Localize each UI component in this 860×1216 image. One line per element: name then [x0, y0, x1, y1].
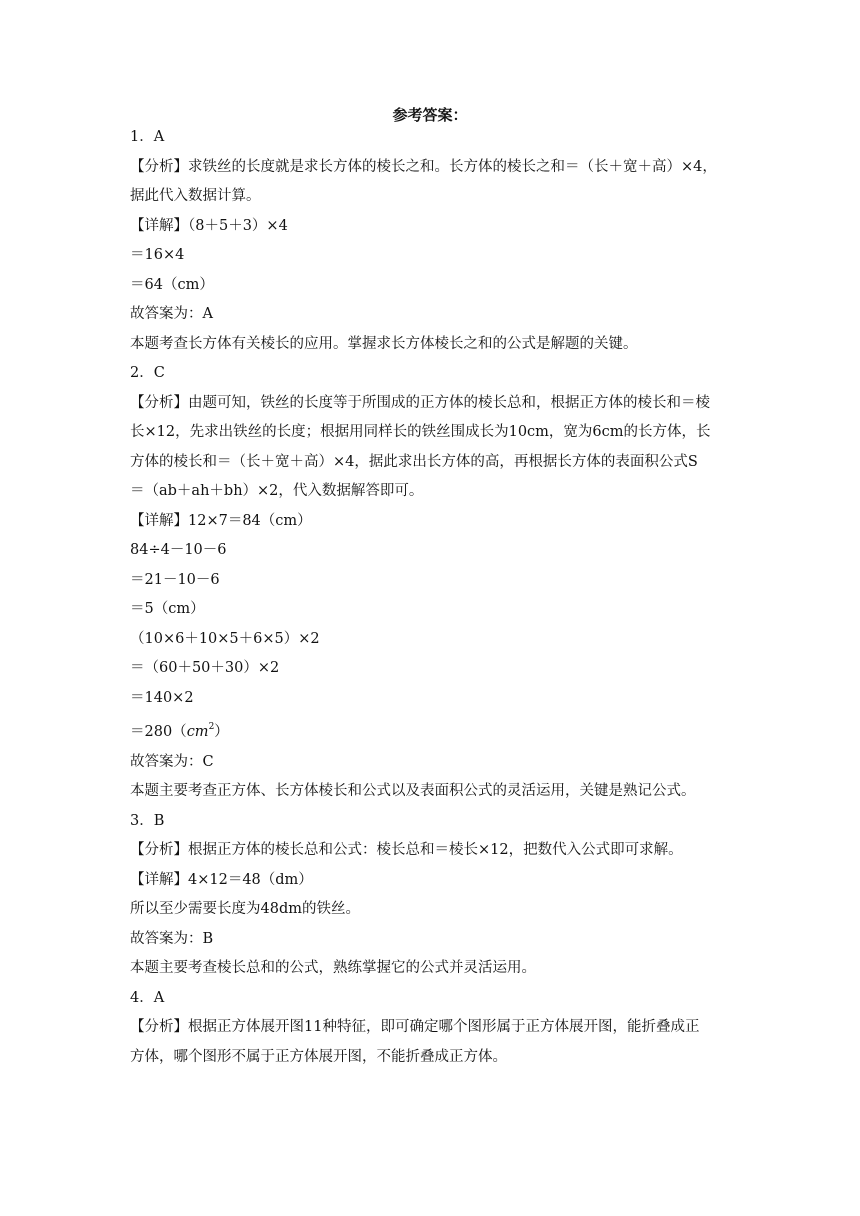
answer-1-detail-line-2: ＝16×4	[130, 247, 185, 263]
answer-3-heading: 3．B	[130, 812, 165, 829]
answer-3-analysis: 【分析】根据正方体的棱长总和公式：棱长总和＝棱长×12，把数代入公式即可求解。	[130, 842, 683, 858]
answer-body	[130, 123, 735, 1072]
answer-2-detail-close: ）	[214, 724, 229, 740]
answer-2-detail-line-2: 84÷4－10－6	[130, 542, 227, 558]
answer-1-conclusion: 故答案为：A	[130, 306, 213, 322]
area-unit: cm	[186, 724, 209, 740]
answer-2-heading: 2．C	[130, 365, 165, 381]
answer-2-detail-line-1: 【详解】12×7＝84（cm）	[130, 512, 312, 529]
answer-1-comment: 本题考查长方体有关棱长的应用。掌握求长方体棱长之和的公式是解题的关键。	[130, 335, 638, 352]
answer-1-heading: 1．A	[130, 129, 165, 145]
answer-1-analysis-line-2: 据此代入数据计算。	[130, 188, 261, 204]
answer-2-conclusion: 故答案为：C	[130, 753, 214, 770]
answer-3-detail-line-2: 所以至少需要长度为48dm的铁丝。	[130, 901, 360, 917]
answer-1-detail-line-1: 【详解】（8＋5＋3）×4	[130, 217, 288, 234]
answer-1-detail-line-3: ＝64（cm）	[130, 276, 214, 293]
answer-2-detail-line-4: ＝5（cm）	[130, 601, 205, 617]
answer-1-analysis-line-1: 【分析】求铁丝的长度就是求长方体的棱长之和。长方体的棱长之和＝（长＋宽＋高）×4，	[130, 158, 717, 175]
answer-2-detail-line-7: ＝140×2	[130, 689, 194, 706]
page-title: 参考答案：	[392, 106, 468, 124]
answer-2-detail-value: ＝280（	[130, 724, 187, 740]
answer-2-detail-line-6: ＝（60＋50＋30）×2	[130, 660, 280, 676]
answer-2-analysis-line-2: 长×12，先求出铁丝的长度；根据用同样长的铁丝围成长为10cm，宽为6cm的长方体，长	[130, 424, 711, 440]
answer-3-conclusion: 故答案为：B	[130, 930, 214, 947]
answer-3-detail-line-1: 【详解】4×12＝48（dm）	[130, 871, 313, 888]
answer-2-detail-line-5: （10×6＋10×5＋6×5）×2	[130, 630, 320, 647]
answer-3-comment: 本题主要考查棱长总和的公式，熟练掌握它的公式并灵活运用。	[130, 960, 536, 976]
answer-4-analysis-line-2: 方体，哪个图形不属于正方体展开图，不能折叠成正方体。	[130, 1048, 507, 1065]
answer-4-heading: 4．A	[130, 989, 165, 1006]
answer-4-analysis-line-1: 【分析】根据正方体展开图11种特征，即可确定哪个图形属于正方体展开图，能折叠成正	[130, 1019, 700, 1035]
answer-2-comment: 本题主要考查正方体、长方体棱长和公式以及表面积公式的灵活运用，关键是熟记公式。	[130, 783, 696, 799]
answer-2-detail-line-8	[130, 713, 735, 748]
answer-2-detail-line-3: ＝21－10－6	[130, 571, 220, 588]
answer-2-analysis-line-3: 方体的棱长和＝（长＋宽＋高）×4，据此求出长方体的高，再根据长方体的表面积公式S	[130, 453, 698, 470]
answer-2-analysis-line-1: 【分析】由题可知，铁丝的长度等于所围成的正方体的棱长总和，根据正方体的棱长和＝棱	[130, 394, 710, 411]
answer-2-analysis-line-4: ＝（ab＋ah＋bh）×2，代入数据解答即可。	[130, 483, 424, 499]
area-unit-exponent: 2	[208, 722, 215, 732]
